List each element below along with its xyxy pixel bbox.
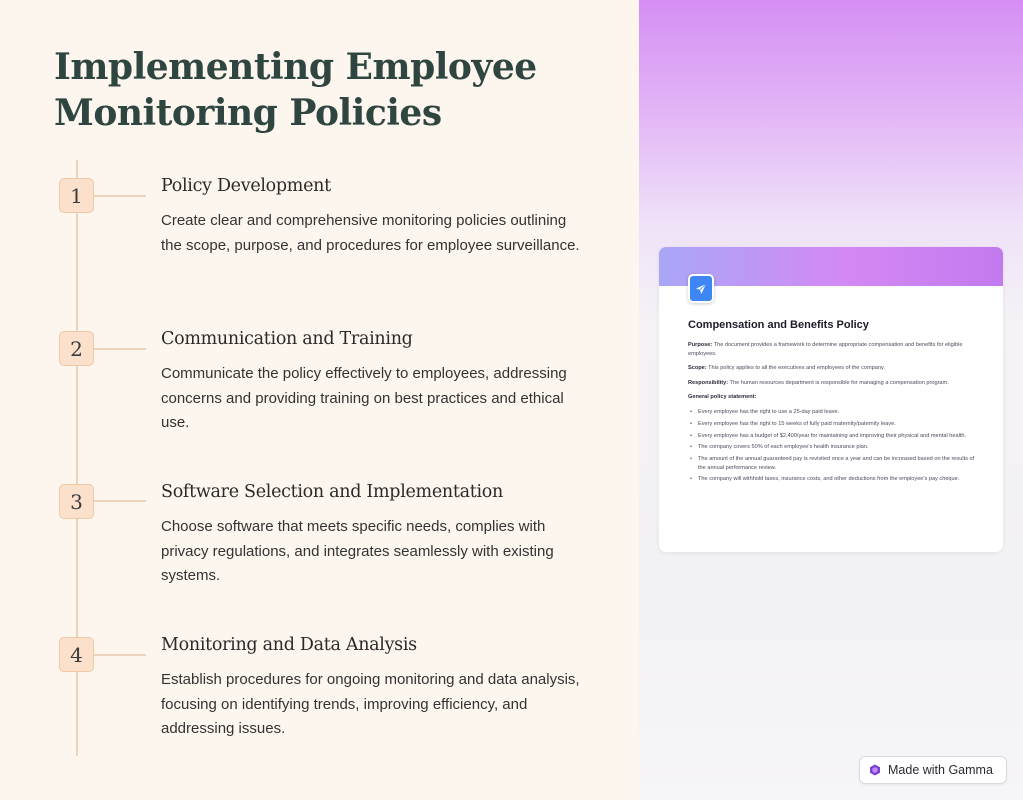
document-statement-heading <box>688 393 978 402</box>
step-title: Policy Development <box>161 176 331 196</box>
badge-label: Made with Gamma <box>888 763 993 777</box>
document-body <box>688 341 978 487</box>
responsibility-text: The human resources department is responsible for managing a compensation program. <box>728 379 949 386</box>
document-title: Compensation and Benefits Policy <box>688 319 869 331</box>
step-description: Create clear and comprehensive monitoring policies outlining the scope, purpose, and procedures for employee surveillance. <box>161 212 580 254</box>
list-item: • The company covers 50% of each employee's health insurance plan. <box>688 443 978 452</box>
made-with-gamma-button[interactable] <box>859 756 1007 784</box>
document-bullet-list <box>688 408 978 484</box>
list-item: • Every employee has the right to 15 weeks of fully paid maternity/paternity leave. <box>688 420 978 429</box>
image-panel <box>639 0 1023 800</box>
document-purpose <box>688 341 978 358</box>
step-connector <box>94 654 146 656</box>
list-item: • Every employee has a budget of $2,400/year for maintaining and improving their physical and mental health. <box>688 432 978 441</box>
list-item: • Every employee has the right to use a 25-day paid leave. <box>688 408 978 417</box>
paper-plane-icon <box>688 274 714 303</box>
step-connector <box>94 500 146 502</box>
document-scope <box>688 364 978 373</box>
step-number-badge: 4 <box>59 637 94 672</box>
step-title: Communication and Training <box>161 329 413 349</box>
scope-text: This policy applies to all the executives and employees of the company. <box>706 365 885 372</box>
document-responsibility <box>688 379 978 388</box>
step-number-badge: 2 <box>59 331 94 366</box>
step-title: Software Selection and Implementation <box>161 482 503 502</box>
page-title: Implementing Employee Monitoring Policies <box>54 46 537 134</box>
step-description: Communicate the policy effectively to employees, addressing concerns and providing training on best practices and ethical use. <box>161 365 567 431</box>
step-connector <box>94 195 146 197</box>
step-number-badge: 3 <box>59 484 94 519</box>
step-number-badge: 1 <box>59 178 94 213</box>
document-preview <box>659 247 1003 552</box>
statement-heading: General policy statement: <box>688 394 757 401</box>
list-item: • The amount of the annual guaranteed pay is revisited once a year and can be increased based on the results of the annual performance review. <box>688 455 978 472</box>
purpose-label: Purpose: <box>688 342 713 348</box>
scope-label: Scope: <box>688 365 707 372</box>
purpose-text: The document provides a framework to determine appropriate compensation and benefits for eligible employees. <box>688 342 963 357</box>
step-title: Monitoring and Data Analysis <box>161 635 417 655</box>
step-connector <box>94 348 146 350</box>
step-description: Establish procedures for ongoing monitoring and data analysis, focusing on identifying trends, improving efficiency, and addressing issues. <box>161 671 580 737</box>
list-item: • The company will withhold taxes, insurance costs, and other deductions from the employee's pay cheque. <box>688 475 978 484</box>
gamma-logo-icon <box>869 764 881 776</box>
step-description: Choose software that meets specific needs, complies with privacy regulations, and integrates seamlessly with existing systems. <box>161 518 554 584</box>
responsibility-label: Responsibility: <box>688 379 729 386</box>
